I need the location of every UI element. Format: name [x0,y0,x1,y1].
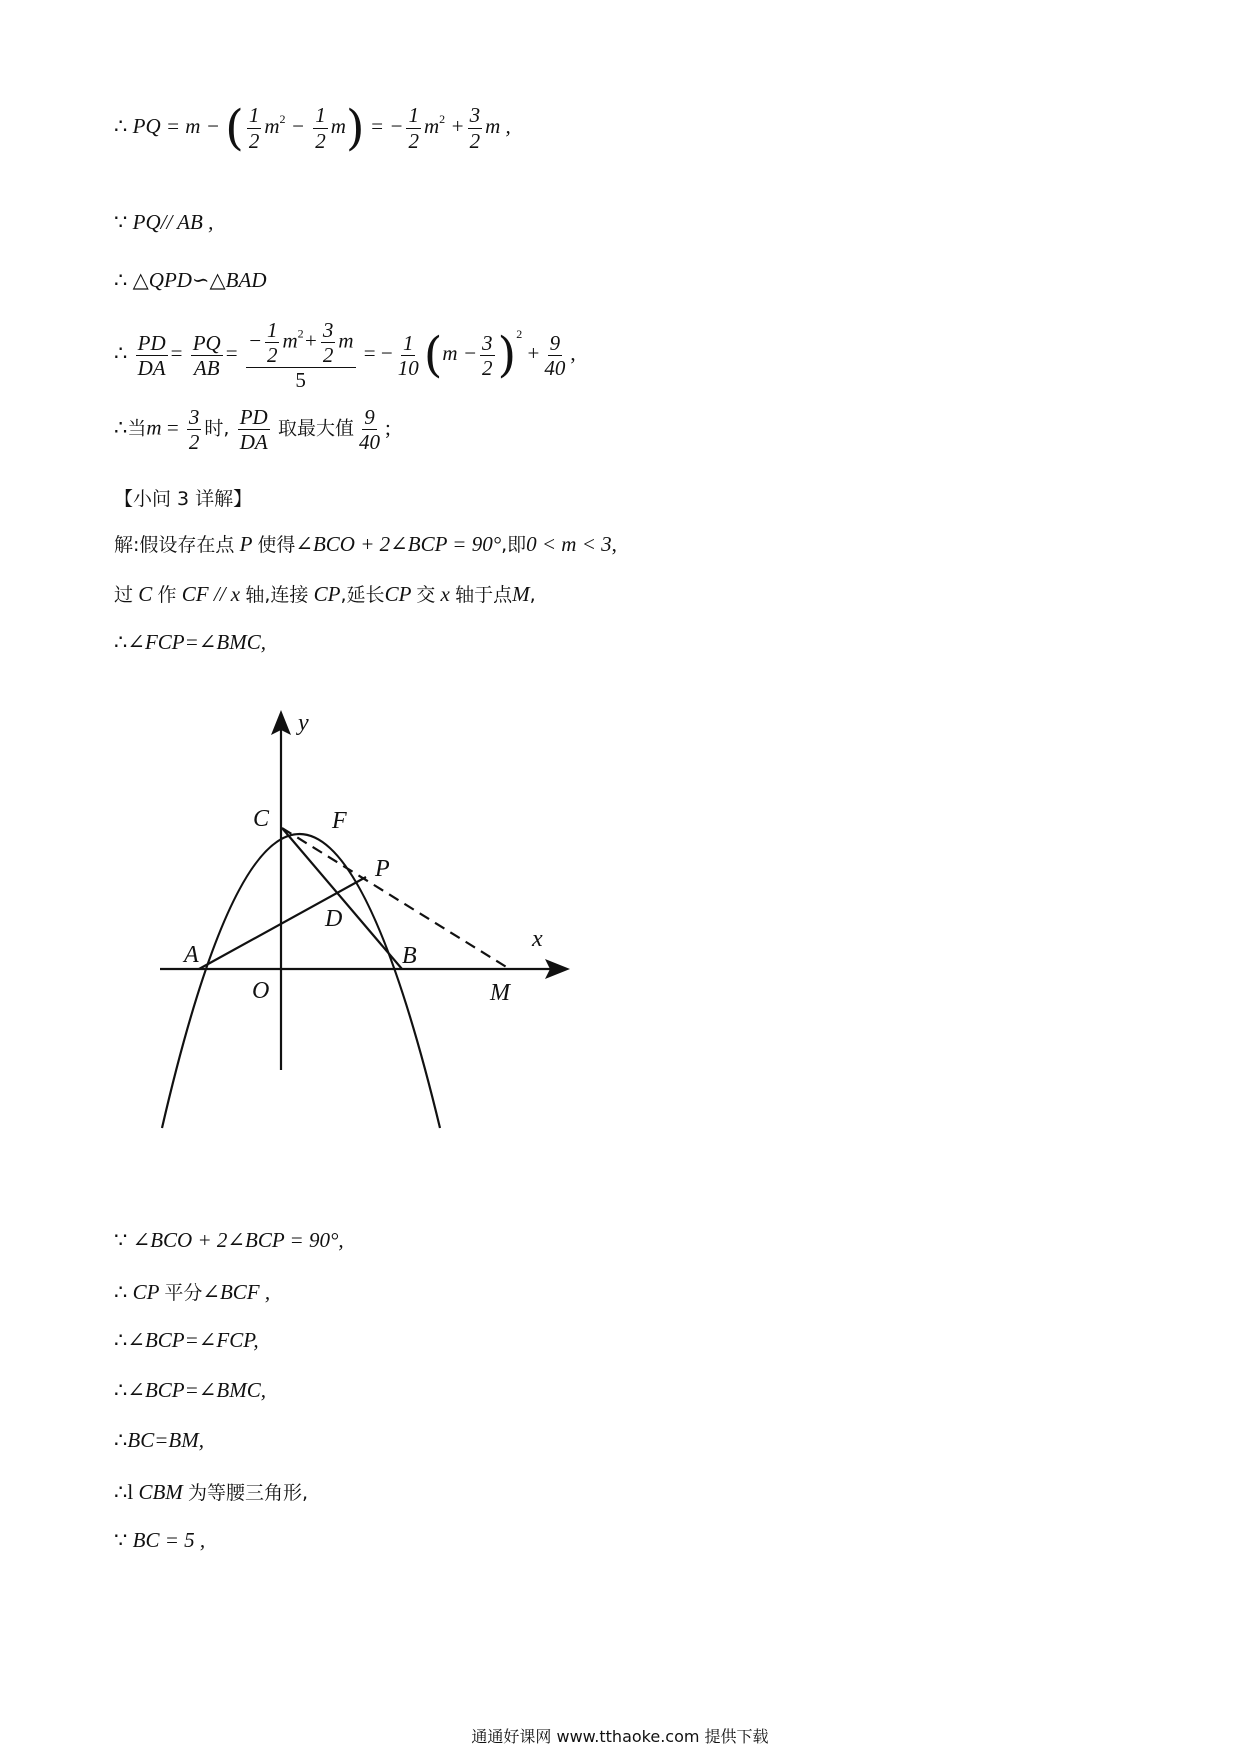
footer-watermark: 通通好课网 www.tthaoke.com 提供下载 [471,1727,769,1746]
label-f: F [332,808,347,834]
line-bisect: ∴ CP 平分∠BCF , [114,1280,271,1304]
line-similar-triangles: ∴ △QPD∽△BAD [114,268,267,292]
section-heading-q3: 【小问 3 详解】 [114,488,253,510]
label-x: x [532,926,543,952]
line-bc-bm: ∴BC=BM, [114,1428,204,1452]
line-given-angle: ∵ ∠BCO + 2∠BCP = 90°, [114,1228,344,1252]
parabola-figure [140,700,580,1140]
label-m: M [490,980,510,1006]
line-maximum-value: ∴当m = $\frac{3}{2}$ 时, $\frac{PD}{DA}$ 取最大值 $\frac{9}{40}$ ; [114,405,391,455]
line-bcp-fcp: ∴∠BCP=∠FCP, [114,1328,259,1352]
label-c: C [253,806,270,832]
label-b: B [402,943,417,969]
label-a: A [184,942,199,968]
segment-cb [282,828,402,969]
label-d: D [325,906,343,932]
line-pq-parallel: ∵ PQ// AB , [114,210,214,234]
parabola-curve [162,834,440,1128]
line-angle-fcp: ∴∠FCP=∠BMC, [114,630,266,654]
label-o: O [252,978,270,1004]
label-y: y [298,710,309,736]
label-p: P [375,856,390,882]
line-bcp-bmc: ∴∠BCP=∠BMC, [114,1378,266,1402]
segment-cm-dashed [282,828,508,968]
equation-ratio: ∴ $\frac{PD}{DA}$ = $\frac{PQ}{AB}$ = − $\frac{1}{2}$ $m^2+$ $\frac{3}{2}$ m 5 = − $\frac{1}{10}$ (m − $\frac{3}{2}$ )$^2$ + $\frac{9}{40}$ , [114,318,576,393]
line-assumption: 解:假设存在点 P 使得∠BCO + 2∠BCP = 90°,即0 < m < 3, [114,532,617,556]
equation-pq: ∴ PQ = m − ( $\frac{1}{2}$ $m^2$ − $\frac{1}{2}$ m) = − $\frac{1}{2}$ $m^2$ + $\frac{3}{2}$ m , [114,100,511,156]
line-construction: 过 C 作 CF // x 轴,连接 CP,延长CP 交 x 轴于点M, [114,582,536,606]
line-bc-value: ∵ BC = 5 , [114,1528,206,1552]
line-isosceles: ∴l CBM 为等腰三角形, [114,1480,309,1504]
